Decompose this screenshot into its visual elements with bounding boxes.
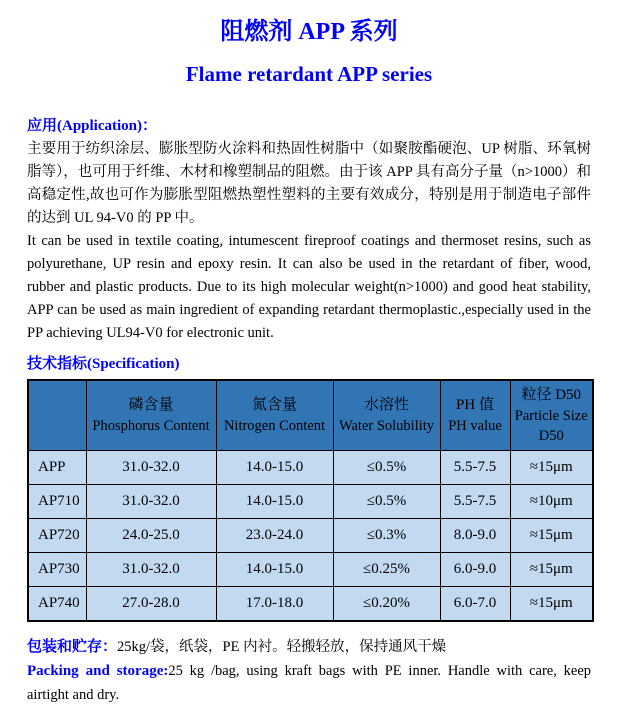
- packing-line-en: [27, 659, 591, 707]
- application-section: [27, 115, 591, 345]
- header-cell-product: [28, 380, 86, 451]
- application-heading: 应用(Application)：: [27, 118, 158, 134]
- packing-body-en: 25 kg /bag, using kraft bags with PE inner. Handle with care, keep airtight and dry.: [27, 662, 592, 703]
- nitrogen-cell: 14.0-15.0: [216, 553, 333, 587]
- header-label-en: Particle Size D50: [514, 408, 588, 444]
- header-label-en: Water Solubility: [338, 418, 435, 434]
- particle-size-cell: ≈15μm: [510, 587, 593, 621]
- ph-cell: 8.0-9.0: [440, 519, 510, 553]
- phosphorus-cell: 31.0-32.0: [86, 485, 216, 519]
- header-label-zh: 磷含量: [128, 397, 174, 413]
- phosphorus-cell: 31.0-32.0: [86, 451, 216, 485]
- product-name-cell: AP710: [28, 485, 86, 519]
- phosphorus-cell: 31.0-32.0: [86, 553, 216, 587]
- page-title-en: Flame retardant APP series: [185, 62, 433, 86]
- ph-cell: 6.0-9.0: [440, 553, 510, 587]
- header-cell-ph: [440, 380, 510, 451]
- table-row: [28, 485, 593, 519]
- page-title-zh: 阻燃剂 APP 系列: [220, 19, 398, 45]
- table-row: [28, 587, 593, 621]
- table-header-row: [28, 380, 593, 451]
- product-name-cell: AP730: [28, 553, 86, 587]
- header-label-en: Phosphorus Content: [92, 418, 210, 434]
- ph-cell: 5.5-7.5: [440, 485, 510, 519]
- particle-size-cell: ≈15μm: [510, 519, 593, 553]
- specification-table: [27, 379, 594, 622]
- product-name-cell: APP: [28, 451, 86, 485]
- water-solubility-cell: ≤0.25%: [333, 553, 440, 587]
- ph-cell: 6.0-7.0: [440, 587, 510, 621]
- table-row: [28, 451, 593, 485]
- header-label-en: Nitrogen Content: [223, 418, 326, 434]
- packing-section: [27, 635, 591, 707]
- particle-size-cell: ≈15μm: [510, 553, 593, 587]
- packing-body-zh: 25kg/袋，纸袋，PE 内衬。轻搬轻放，保持通风干燥: [117, 638, 447, 655]
- packing-heading-zh: 包装和贮存：: [27, 638, 118, 655]
- header-label-en: PH value: [448, 418, 502, 434]
- application-body-en: It can be used in textile coating, intumescent fireproof coatings and thermoset resins, such as polyurethane, UP resin and epoxy resin. It can also be used in the retardant of fiber, wood, rubber and plastic products. Due to its high molecular weight(n>1000) and good heat stability, APP can be used as main ingredient of expanding retardant thermoplastic.,especially used in the PP achieving UL94-V0 for electronic unit.: [27, 233, 591, 341]
- water-solubility-cell: ≤0.5%: [333, 451, 440, 485]
- water-solubility-cell: ≤0.20%: [333, 587, 440, 621]
- specification-table-header: [28, 380, 593, 451]
- header-label-zh: 粒径 D50: [521, 387, 582, 403]
- particle-size-cell: ≈15μm: [510, 451, 593, 485]
- product-name-cell: AP740: [28, 587, 86, 621]
- packing-heading-en: Packing and storage:: [27, 662, 169, 679]
- phosphorus-cell: 27.0-28.0: [86, 587, 216, 621]
- header-cell-particle-size: [510, 380, 593, 451]
- header-cell-nitrogen: [216, 380, 333, 451]
- product-name-cell: AP720: [28, 519, 86, 553]
- header-cell-phosphorus: [86, 380, 216, 451]
- header-label-zh: 氮含量: [251, 397, 297, 413]
- table-row: [28, 519, 593, 553]
- packing-line-zh: [27, 635, 591, 659]
- particle-size-cell: ≈10μm: [510, 485, 593, 519]
- water-solubility-cell: ≤0.5%: [333, 485, 440, 519]
- table-row: [28, 553, 593, 587]
- nitrogen-cell: 23.0-24.0: [216, 519, 333, 553]
- header-cell-water-solubility: [333, 380, 440, 451]
- header-label-zh: PH 值: [456, 397, 494, 413]
- water-solubility-cell: ≤0.3%: [333, 519, 440, 553]
- nitrogen-cell: 14.0-15.0: [216, 485, 333, 519]
- phosphorus-cell: 24.0-25.0: [86, 519, 216, 553]
- nitrogen-cell: 17.0-18.0: [216, 587, 333, 621]
- ph-cell: 5.5-7.5: [440, 451, 510, 485]
- application-body-zh: 主要用于纺织涂层、膨胀型防火涂料和热固性树脂中（如聚胺酯硬泡、UP 树脂、环氧树脂等），也可用于纤维、木材和橡塑制品的阻燃。由于该 APP 具有高分子量（n>1000）和高稳定性,故也可作为膨胀型阻燃热塑性塑料的主要有效成分，特别是用于制造电子部件的达到 UL 94-V0 的 PP 中。: [27, 141, 591, 226]
- header-label-zh: 水溶性: [363, 397, 409, 413]
- specification-heading: 技术指标(Specification): [27, 356, 180, 372]
- specification-table-body: [28, 451, 593, 621]
- nitrogen-cell: 14.0-15.0: [216, 451, 333, 485]
